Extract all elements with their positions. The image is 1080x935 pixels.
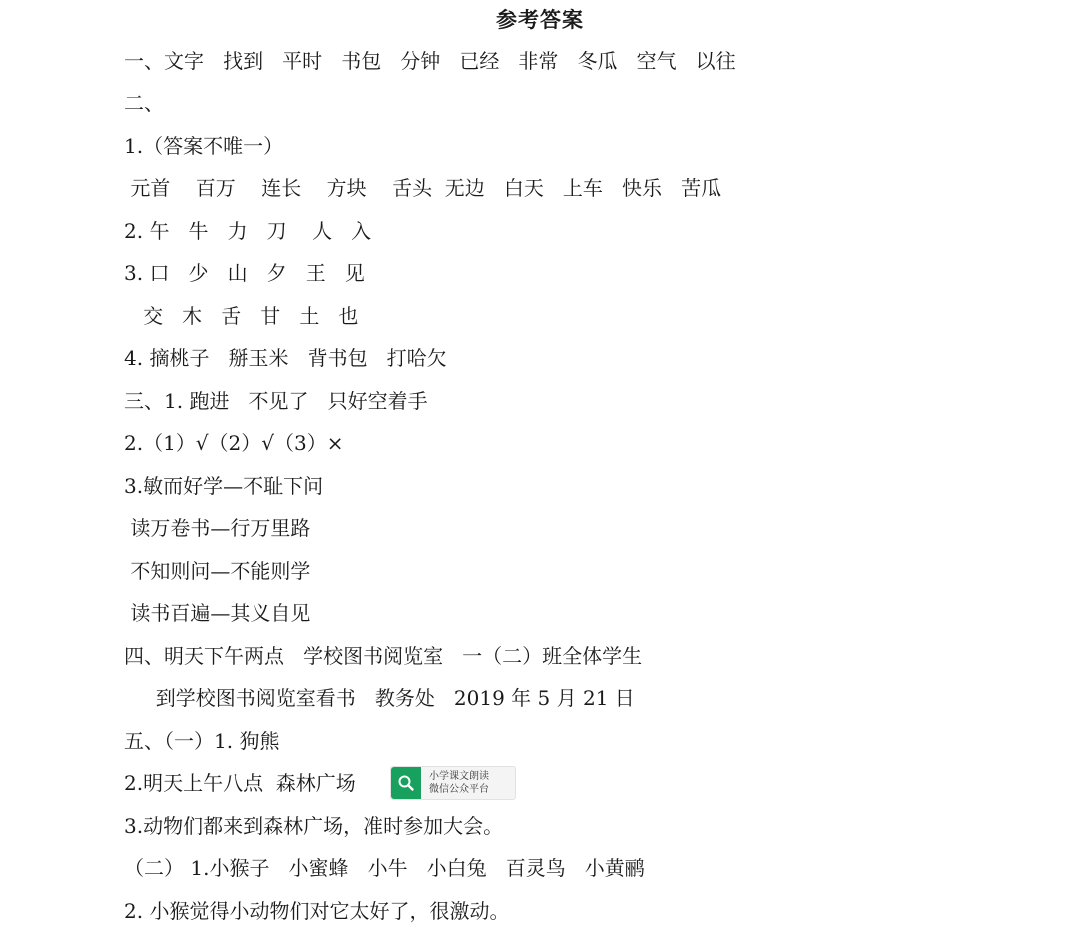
badge-platform-name: 微信公众平台 <box>429 784 489 795</box>
wechat-account-badge[interactable] <box>390 766 516 800</box>
section-3-q3-answer-2: 读万卷书—行万里路 <box>124 516 311 540</box>
section-3-q1-answer: 三、1. 跑进 不见了 只好空着手 <box>124 389 428 413</box>
section-2-q4-answer: 4. 摘桃子 掰玉米 背书包 打哈欠 <box>124 346 447 370</box>
section-2-q3-answer-2: 交 木 舌 甘 土 也 <box>124 304 359 328</box>
section-3-q3-answer: 3.敏而好学—不耻下问 <box>124 474 324 498</box>
section-2-q2-answer: 2. 午 牛 力 刀 人 入 <box>124 219 372 243</box>
section-3-q3-answer-4: 读书百遍—其义自见 <box>124 601 311 625</box>
section-5-q3-answer: 3.动物们都来到森林广场，准时参加大会。 <box>124 814 504 838</box>
section-1-answer: 一、文字 找到 平时 书包 分钟 已经 非常 冬瓜 空气 以往 <box>124 49 736 73</box>
section-5-q2-answer: 2.明天上午八点 森林广场 <box>124 771 356 795</box>
section-3-q2-answer: 2.（1）√（2）√（3）× <box>124 431 344 455</box>
section-2-q1-label: 1.（答案不唯一） <box>124 134 284 158</box>
section-2-q1-answer: 元首 百万 连长 方块 舌头 无边 白天 上车 快乐 苦瓜 <box>124 176 722 200</box>
badge-account-name: 小学课文朗读 <box>429 771 489 782</box>
section-3-q3-answer-3: 不知则问—不能则学 <box>124 559 311 583</box>
search-icon <box>391 767 421 799</box>
section-5-q1-answer: 五、（一）1. 狗熊 <box>124 729 280 753</box>
section-5-part2-q2: 2. 小猴觉得小动物们对它太好了，很激动。 <box>124 899 510 923</box>
page-title: 参考答案 <box>496 8 584 32</box>
section-2-q3-answer: 3. 口 少 山 夕 王 见 <box>124 261 365 285</box>
section-4-answer: 四、明天下午两点 学校图书阅览室 一（二）班全体学生 <box>124 644 643 668</box>
section-5-part2-q1: （二） 1.小猴子 小蜜蜂 小牛 小白兔 百灵鸟 小黄鹂 <box>124 856 645 880</box>
section-4-answer-2: 到学校图书阅览室看书 教务处 2019 年 5 月 21 日 <box>124 686 635 710</box>
section-2-heading: 二、 <box>124 91 164 115</box>
